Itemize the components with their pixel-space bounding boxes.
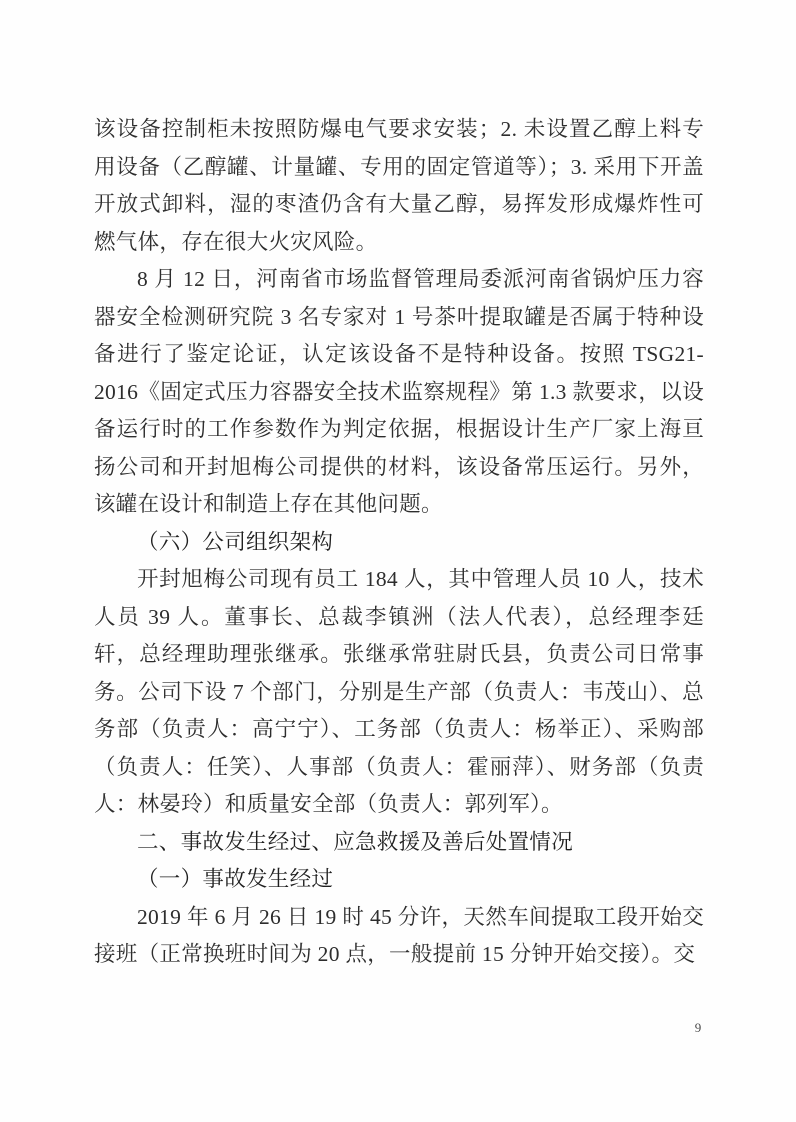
paragraph-accident-start: 2019 年 6 月 26 日 19 时 45 分许，天然车间提取工段开始交接班（正常换班时间为 20 点，一般提前 15 分钟开始交接）。交 [94,904,704,966]
paragraph-company-organization: 开封旭梅公司现有员工 184 人，其中管理人员 10 人，技术人员 39 人。董事长、总裁李镇洲（法人代表），总经理李廷轩，总经理助理张继承。张继承常驻尉氏县，负责公司日常事务。公司下设 7 个部门，分别是生产部（负责人：韦茂山）、总务部（负责人：高宁宁）、工务部（负责人：杨举正）、采购部（负责人：任笑）、人事部（负责人：霍丽萍）、财务部（负责人：林晏玲）和质量安全部（负责人：郭列军）。 [94,567,704,816]
page-number: 9 [694,1020,702,1035]
page-content [94,111,704,974]
section-heading-company-structure: （六）公司组织架构 [137,529,334,554]
paragraph-expert-appraisal: 8 月 12 日，河南省市场监督管理局委派河南省锅炉压力容器安全检测研究院 3 名专家对 1 号茶叶提取罐是否属于特种设备进行了鉴定论证，认定该设备不是特种设备。按照 TSG21-2016《固定式压力容器安全技术监察规程》第 1.3 款要求，以设备运行时的工作参数作为判定依据，根据设计生产厂家上海亘扬公司和开封旭梅公司提供的材料，该设备常压运行。另外，该罐在设计和制造上存在其他问题。 [94,267,704,516]
section-heading-accident-course: （一）事故发生经过 [137,867,334,891]
paragraph-equipment-hazards: 该设备控制柜未按照防爆电气要求安装；2. 未设置乙醇上料专用设备（乙醇罐、计量罐、专用的固定管道等）；3. 采用下开盖开放式卸料，湿的枣渣仍含有大量乙醇，易挥发形成爆炸性可燃气体，存在很大火灾风险。 [94,117,704,254]
section-heading-accident-rescue-disposal: 二、事故发生经过、应急救援及善后处置情况 [137,829,574,854]
